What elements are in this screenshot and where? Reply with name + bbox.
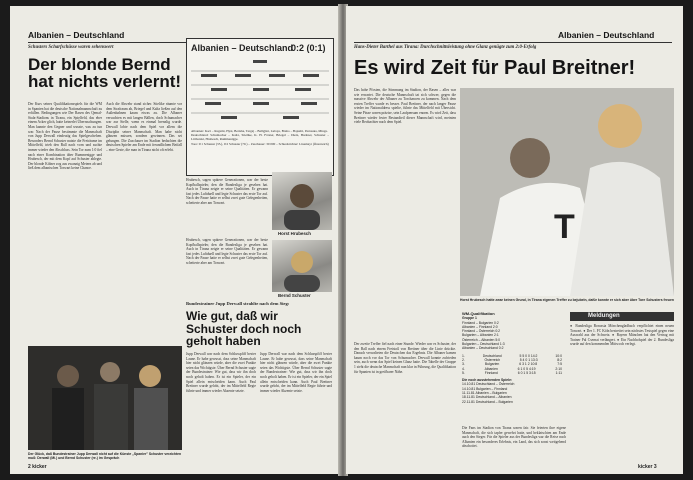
left-section-title: Albanien – Deutschland (28, 30, 125, 40)
players-embrace-icon (460, 88, 674, 296)
news-body: ● Bundesliga Borussia Mönchengladbach verpflichtet einen neuen Torwart. ● Der 1. FC Köln bestreitet sein nächstes Testspiel gegen eine Auswahl aus der Schweiz. ● Bayern München hat den Vertrag mit Trainer Pal Csernai verlängert. ● Ein Nachholspiel der 2. Bundesliga wurde auf den kommenden Mittwoch verlegt. (570, 324, 675, 347)
right-section-title: Albanien – Deutschland (558, 30, 655, 40)
standings-row: 1. Deutschland 5 5 0 0 14:2 10:0 (462, 353, 562, 358)
remaining-row: 11.11.81 Albanien – Bulgarien (462, 391, 507, 396)
person-silhouette-icon (272, 240, 332, 292)
right-page (346, 6, 683, 474)
table-group: Gruppe 1 (462, 316, 477, 321)
formation-diagram (191, 57, 329, 127)
scorebox-title: Albanien – Deutschland (191, 43, 294, 53)
remaining-row: 14.10.81 Deutschland – Österreich (462, 382, 515, 387)
svg-text:T: T (554, 208, 575, 246)
right-body-col1: Das hohe Pfosten, die Stimmung im Stadion, der Rasen – alles war wie erwartet. Die deutsche Mannschaft tat sich schwer, gegen die massive Abwehr der Albaner zu Torchancen zu kommen. Nach dem ersten Treffer wurde es besser. Paul Breitner, der nach langer Pause wieder im Nationaldress spielte, führte das Mittelfeld mit Übersicht. Seine Pässe waren präzise, sein Laufpensum enorm. Es wird Zeit, dass Breitner wieder fester Bestandteil dieser Mannschaft wird, meinten viele Beobachter nach dem Spiel. (354, 88, 457, 125)
scorebox-score: 0:2 (0:1) (291, 43, 326, 53)
left-page (10, 6, 340, 474)
right-folio: kicker 3 (638, 464, 657, 470)
qualification-table (462, 312, 562, 404)
standings-row: 5. Finnland 6 0 1 5 3:15 1:11 (462, 370, 562, 375)
derwall-schuster-photo (28, 346, 182, 450)
result-row: Albanien – Finnland 2:0 (462, 324, 498, 329)
sub-body-col1: Jupp Derwall war nach dem Schlusspfiff bester Laune. Er habe gewusst, dass seine Mannschaft hier nicht glänzen würde, aber die zwei Punkte seien das Wichtigste. Über Bernd Schuster sagte der Bundestrainer: Wie gut, dass wir ihn doch noch geholt haben. Er ist ein Spieler, der ein Spiel allein entscheiden kann. Auch Paul Breitner wurde gelobt, der im Mittelfeld Regie führte und immer wieder Akzente setzte. (186, 352, 257, 393)
remaining-row: 18.11.81 Deutschland – Albanien (462, 395, 512, 400)
hrubesch-celebration-photo (460, 88, 674, 296)
result-row: Bulgarien – Deutschland 1:3 (462, 342, 505, 347)
portrait-schuster (272, 240, 332, 292)
remaining-row: 14.10.81 Bulgarien – Finnland (462, 386, 508, 391)
right-kicker: Hans-Dieter Barthel aus Tirana: Durchschnittsleistung ohne Glanz genügte zum 2:0-Erfolg (354, 45, 537, 50)
sub-body-col2: Jupp Derwall war nach dem Schlusspfiff bester Laune. Er habe gewusst, dass seine Mannschaft hier nicht glänzen würde, aber die zwei Punkte seien das Wichtigste. Über Bernd Schuster sagte der Bundestrainer: Wie gut, dass wir ihn doch noch geholt haben. Er ist ein Spieler, der ein Spiel allein entscheiden kann. Auch Paul Breitner wurde gelobt, der im Mittelfeld Regie führte und immer wieder Akzente setzte. (260, 352, 333, 393)
remaining-title: Die noch ausstehenden Spiele: (462, 378, 513, 383)
right-headline: Es wird Zeit für Paul Breitner! (354, 57, 636, 79)
players-photo-icon (28, 346, 182, 450)
standings-row: 4. Albanien 6 1 0 5 4:19 2:10 (462, 366, 562, 371)
table-title: WM-Qualifikation (462, 311, 495, 316)
left-body-col3: Hrubesch, sagen spätere Generationen, war der beste Kopfballspieler, den die Bundesliga je gesehen hat. Auch in Tirana zeigte er seine Qualitäten. Er gewann fast jedes Luftduell und legte Schuster das erste Tor auf. Nach der Pause hatte er selbst zwei gute Gelegenheiten, scheiterte aber am Torwart. (186, 178, 269, 205)
left-photo-caption: Der Glück, daß Bundestrainer Jupp Derwall nicht auf die Künste „Spanier" Schuster verzichten muß: Derwall (Mi.) und Bernd Schuster (re.) im Gespräch (28, 452, 182, 461)
left-headline: Der blonde Bernd hat nichts verlernt! (28, 55, 182, 91)
scorebox (186, 38, 334, 176)
section-rule (354, 42, 672, 43)
left-body-col4: Hrubesch, sagen spätere Generationen, war der beste Kopfballspieler, den die Bundesliga je gesehen hat. Auch in Tirana zeigte er seine Qualitäten. Er gewann fast jedes Luftduell und legte Schuster das erste Tor auf. Nach der Pause hatte er selbst zwei gute Gelegenheiten, scheiterte aber am Torwart. (186, 238, 269, 265)
news-box (570, 312, 674, 452)
portrait2-name: Bernd Schuster (278, 293, 311, 298)
right-body-col3: Die Fans im Stadion von Tirana waren fair. Sie feierten ihre eigene Mannschaft, die sich tapfer gewehrt hatte, und beklatschten am Ende auch den Sieger. Für die Spieler aus der Bundesliga war die Reise nach Albanien ein besonderes Erlebnis, ein Land, das sich sonst weitgehend abschottet. (462, 426, 567, 449)
standings-row: 2. Österreich 5 4 0 1 13:3 8:2 (462, 357, 562, 362)
result-row: Österreich – Albanien 5:0 (462, 337, 501, 342)
scorebox-lineups: Albanien: Kaci – Ragami, Hysi, Berisha, Targaj – Ballgjini, Luboja, Braho – Bajaziti, Pernaska, Minga. Deutschland: Schumacher – Kaltz, Stielike, K. H. Förster, Briegel – Dietz, Breitner, Schuster – Littbarski, Hrubesch, Rummenigge. Tore: 0:1 Schuster (35.), 0:2 Schuster (70.) – Zuschauer: 30 000 – Schiedsrichter: Linemayr (Österreich) (191, 129, 329, 146)
result-row: Albanien – Deutschland 0:2 (462, 346, 504, 351)
result-row: Finnland – Österreich 0:2 (462, 329, 501, 334)
sub-kicker: Bundestrainer Jupp Derwall strahlte nach dem Sieg: (186, 301, 290, 306)
left-kicker: Schusters Scharfschüsse waren sehenswert (28, 45, 114, 50)
result-row: Bulgarien – Albanien 2:1 (462, 333, 499, 338)
remaining-row: 22.11.81 Deutschland – Bulgarien (462, 399, 513, 404)
portrait-hrubesch (272, 172, 332, 230)
person-silhouette-icon (272, 172, 332, 230)
portrait1-name: Horst Hrubesch (278, 231, 311, 236)
standings-row: 3. Bulgarien 6 3 1 2 10:8 7:5 (462, 362, 562, 367)
left-body-col1: Der Kurs seines Qualifikationsspiels für die WM in Spanien hat die deutsche Nationalmannschaft zu erfüllen. Bedingungen wie Der Rasen des Qemal-Stafa-Stadions in Tirana, ein Spielfeld, das eher einem Acker glich, hatte keinerlei Überraschungen. Man kannte den Gegner und wusste, was zu tun war. Nach der Pause bestimmte die Mannschaft von Jupp Derwall eindeutig das Spielgeschehen. Besonders Bernd Schuster nutzte die Freiräume im Mittelfeld, trieb den Ball nach vorn und suchte immer wieder den Abschluss. Sein Tor zum 1:0 fiel nach einer Kombination über Rummenigge und Hrubesch, der mit dem Kopf auf Schuster ablegte. Der blonde Kölner zog aus zwanzig Metern ab und ließ dem albanischen Torwart keine Chance. (28, 102, 103, 171)
left-body-col2: Auch die Abwehr stand sicher. Stielike räumte vor dem Strafraum ab, Briegel und Kaltz ließen auf den Außenbahnen kaum etwas zu. Die Albaner versuchten es mit langen Bällen, doch Schumacher war zur Stelle, wenn es einmal brenzlig wurde. Derwall lobte nach dem Spiel vor allem die Disziplin seiner Mannschaft. Man habe nicht glänzen müssen, sondern gewinnen. Das sei gelungen. Die Zuschauer im Stadion bedachten die deutschen Spieler am Ende mit freundlichem Beifall – eine Geste, die man in Tirana nicht oft erlebt. (106, 102, 183, 152)
sub-headline: Wie gut, daß wir Schuster doch noch geholt haben (186, 309, 302, 348)
right-body-col2: Der zweite Treffer fiel nach einer Stunde. Wieder war es Schuster, der den Ball nach einem Freistoß von Breitner über die Linie drückte. Danach verwalteten die Deutschen das Ergebnis. Die Albaner kamen kaum noch vor das Tor von Schumacher. Derwall konnte zufrieden sein, auch wenn das Spiel keinen Glanz hatte. Die Tabelle der Gruppe 1 sieht die deutsche Mannschaft nun klar in Führung, die Qualifikation für Spanien ist in greifbarer Nähe. (354, 342, 457, 374)
result-row: Finnland – Bulgarien 0:2 (462, 320, 499, 325)
right-photo-caption: Horst Hrubesch hatte zwar keinen Grund, in Tirana eigenen Treffer zu bejubeln, dafür konnte er sich aber über Tore Schusters freuen (460, 298, 674, 302)
news-title: Meldungen (570, 312, 674, 321)
left-folio: 2 kicker (28, 464, 47, 470)
